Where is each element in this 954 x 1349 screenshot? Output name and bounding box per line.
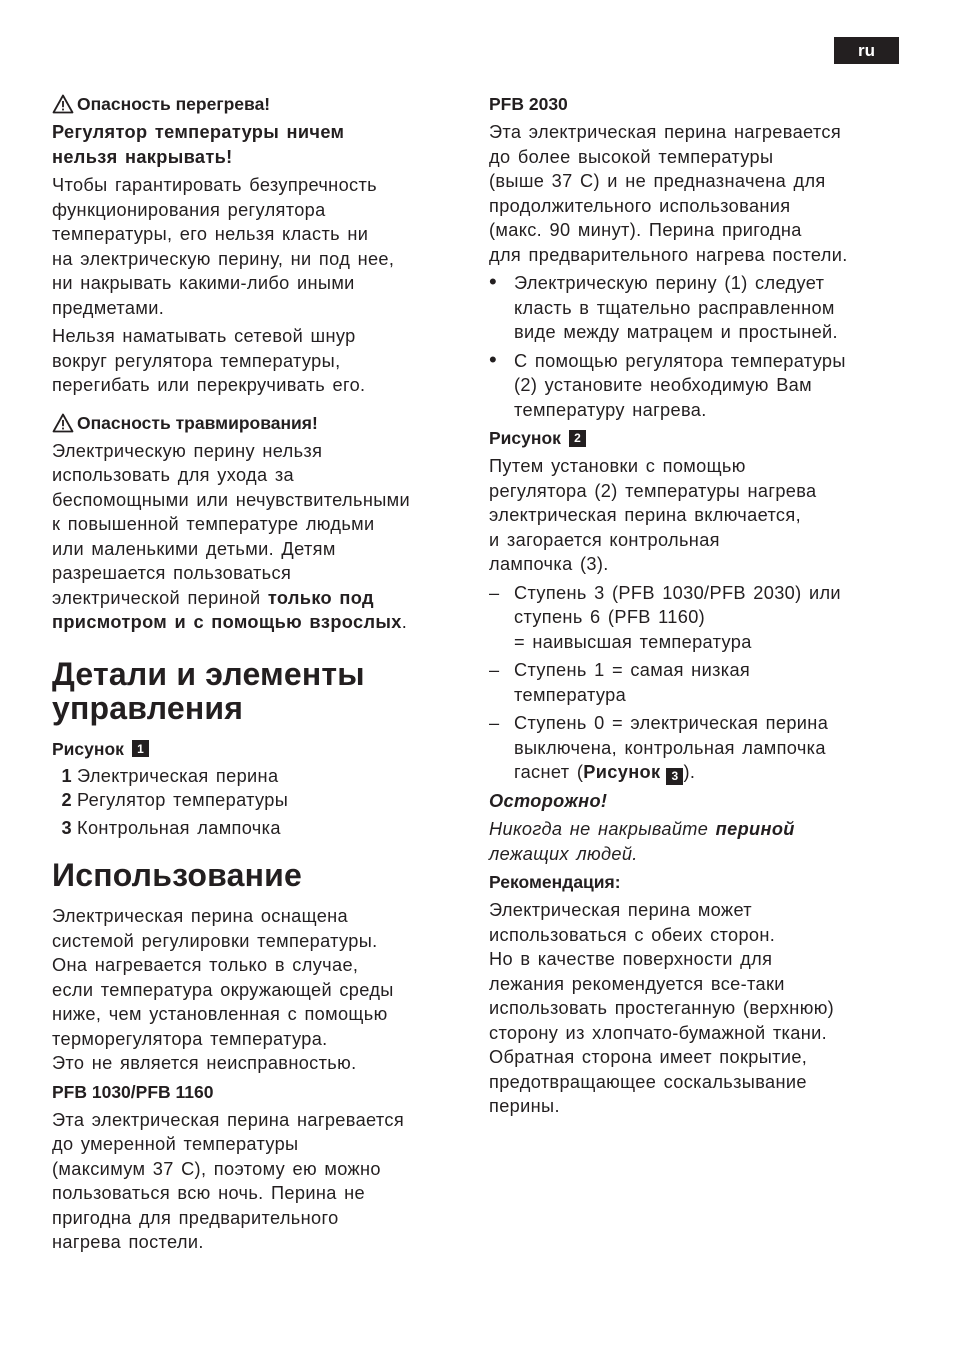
list-item: • С помощью регулятора температуры (2) установите необходимую Вам температуру нагрева. (489, 349, 901, 423)
dash-icon: – (489, 660, 500, 680)
parts-list (52, 764, 457, 841)
language-code: ru (858, 40, 875, 60)
overheat-paragraph-1: Чтобы гарантировать безупречность функционирования регулятора температуры, его нельзя класть ни на электрическую перину, ни под нее, ни накрывать какими-либо иными предметами. (52, 175, 395, 318)
list-item: 1 Электрическая перина (61, 765, 279, 786)
instruction-bullet-list (489, 271, 901, 422)
pfb-2030-title: PFB 2030 (489, 94, 568, 114)
pfb-1030-title: PFB 1030/PFB 1160 (52, 1081, 214, 1102)
list-item: 2 Регулятор температуры (61, 790, 289, 810)
figure-number-badge: 1 (132, 740, 149, 757)
pfb-2030-paragraph: Эта электрическая перина нагревается до более высокой температуры (выше 37 C) и не предназначена для продолжительного использования (макс. 90 минут). Перина пригодна для предварительного нагрева постели. (489, 122, 848, 265)
pfb-1030-paragraph: Эта электрическая перина нагревается до умеренной температуры (максимум 37 C), поэтому ею можно пользоваться всю ночь. Перина не пригодна для предварительного нагрева постели. (52, 1109, 405, 1252)
dash-icon: – (489, 713, 500, 733)
language-badge (834, 37, 899, 64)
bullet-icon: • (489, 269, 498, 294)
list-item: • Электрическую перину (1) следует класть в тщательно расправленном виде между матрацем и простыней. (489, 271, 901, 345)
usage-paragraph: Электрическая перина оснащена системой регулировки температуры. Она нагревается только в случае, если температура окружающей среды ниже, чем установленная с помощью терморегулятора температура. Это не является неисправностью. (52, 906, 394, 1073)
dash-icon: – (489, 582, 500, 603)
figure-number-badge: 3 (666, 768, 683, 785)
list-item: 3 Контрольная лампочка (61, 817, 281, 838)
right-column (489, 92, 901, 1119)
section-heading-usage: Использование (52, 857, 302, 893)
list-item: – Ступень 1 = самая низкая температура (489, 658, 901, 707)
recommendation-title: Рекомендация: (489, 872, 621, 892)
figure-2-label: Рисунок 2 (489, 426, 901, 450)
figure-1-label: Рисунок 1 (52, 737, 457, 761)
section-heading-parts: Детали и элементы управления (52, 655, 365, 726)
overheat-paragraph-2: Нельзя наматывать сетевой шнур вокруг регулятора температуры, перегибать или перекручивать его. (52, 326, 366, 395)
warning-triangle-icon (52, 94, 74, 114)
overheat-warning-title: Опасность перегрева! (52, 92, 457, 116)
caution-title: Осторожно! (489, 790, 608, 811)
overheat-subtitle: Регулятор температуры ничем нельзя накрывать! (52, 122, 345, 167)
bullet-icon: • (489, 346, 498, 372)
injury-warning-title: Опасность травмирования! (52, 411, 457, 435)
caution-text: Никогда не накрывайте периной лежащих людей. (489, 819, 795, 864)
figure-number-badge: 2 (569, 430, 586, 447)
list-item: – Ступень 0 = электрическая перина выключена, контрольная лампочка гаснет (Рисунок 3 ). (489, 713, 829, 783)
level-dash-list (489, 581, 901, 785)
left-column (52, 92, 457, 1255)
list-item: – Ступень 3 (PFB 1030/PFB 2030) или ступень 6 (PFB 1160) = наивысшая температура (489, 581, 901, 655)
figure-2-paragraph: Путем установки с помощью регулятора (2) температуры нагрева электрическая перина включается, и загорается контрольная лампочка (3). (489, 456, 817, 574)
recommendation-paragraph: Электрическая перина может использоваться с обеих сторон. Но в качестве поверхности для лежания рекомендуется все-таки использовать простеганную (верхнюю) сторону из хлопчато-бумажной ткани. Обратная сторона имеет покрытие, предотвращающее соскальзывание перины. (489, 900, 835, 1116)
warning-triangle-icon (52, 413, 74, 433)
injury-paragraph: Электрическую перину нельзя использовать для ухода за беспомощными или нечувствительными к повышенной температуре людьми или маленькими детьми. Детям разрешается пользоваться электрической периной только под присмотром и с помощью взрослых. (52, 440, 411, 632)
